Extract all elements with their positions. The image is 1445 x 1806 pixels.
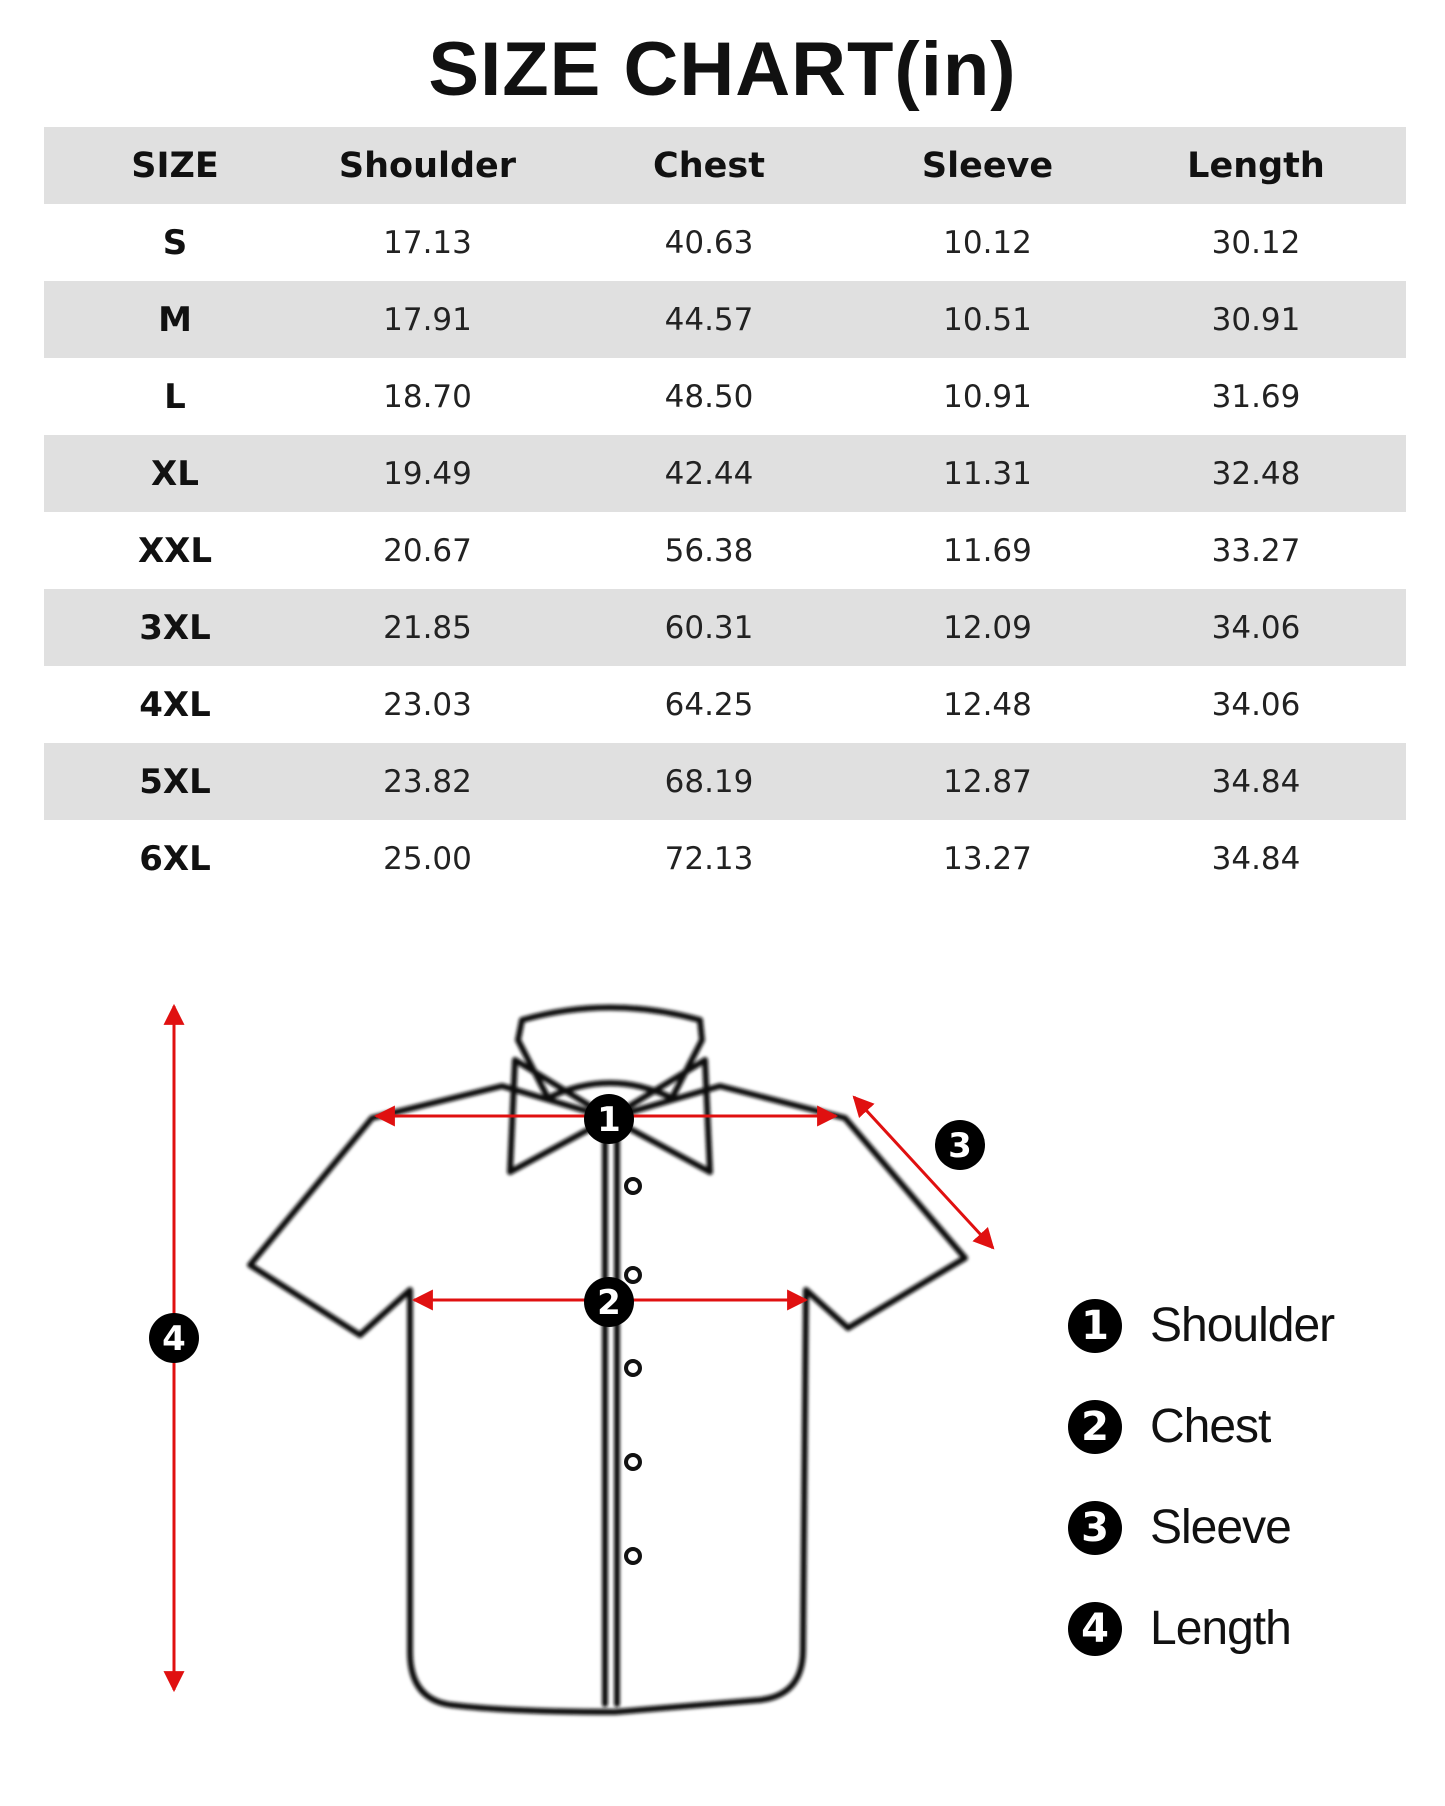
legend-label: Length xyxy=(1150,1602,1291,1655)
sleeve-arrow xyxy=(854,1097,993,1248)
chest-cell: 72.13 xyxy=(664,840,754,877)
legend-item-chest xyxy=(1068,1376,1428,1477)
sleeve-cell: 12.48 xyxy=(943,686,1032,723)
shirt-buttons xyxy=(626,1179,640,1563)
size-cell: S xyxy=(162,222,188,263)
number-4-icon: 4 xyxy=(1068,1602,1122,1656)
size-cell: M xyxy=(158,299,192,340)
sleeve-cell: 11.69 xyxy=(943,532,1032,569)
marker-1 xyxy=(584,1094,634,1144)
length-cell: 33.27 xyxy=(1211,532,1301,569)
length-cell: 30.91 xyxy=(1211,301,1301,338)
sleeve-cell: 12.87 xyxy=(943,763,1032,800)
length-cell: 34.84 xyxy=(1211,763,1301,800)
length-cell: 34.84 xyxy=(1211,840,1301,877)
legend-label: Shoulder xyxy=(1150,1299,1335,1352)
shoulder-cell: 18.70 xyxy=(383,378,472,415)
header-length: Length xyxy=(1187,145,1325,186)
size-cell: 6XL xyxy=(139,838,211,879)
size-cell: 4XL xyxy=(139,684,211,725)
table-row xyxy=(44,435,1406,512)
legend-item-shoulder xyxy=(1068,1275,1428,1376)
svg-text:4: 4 xyxy=(162,1319,186,1359)
button-icon xyxy=(626,1179,640,1193)
page-title: SIZE CHART(in) xyxy=(428,27,1017,112)
legend-item-sleeve xyxy=(1068,1477,1428,1578)
sleeve-cell: 13.27 xyxy=(943,840,1032,877)
chest-cell: 40.63 xyxy=(664,224,754,261)
shoulder-cell: 20.67 xyxy=(383,532,472,569)
table-row xyxy=(44,666,1406,743)
button-icon xyxy=(626,1549,640,1563)
button-icon xyxy=(626,1455,640,1469)
legend-label: Chest xyxy=(1150,1400,1271,1453)
table-row xyxy=(44,743,1406,820)
shoulder-cell: 21.85 xyxy=(383,609,472,646)
marker-3 xyxy=(935,1120,985,1170)
header-chest: Chest xyxy=(653,145,765,186)
length-cell: 34.06 xyxy=(1211,609,1301,646)
table-row xyxy=(44,204,1406,281)
svg-text:3: 3 xyxy=(948,1126,972,1166)
number-3-icon: 3 xyxy=(1068,1501,1122,1555)
length-cell: 30.12 xyxy=(1211,224,1301,261)
chest-cell: 48.50 xyxy=(664,378,754,415)
sleeve-cell: 11.31 xyxy=(943,455,1032,492)
sleeve-cell: 10.91 xyxy=(943,378,1032,415)
sleeve-cell: 12.09 xyxy=(943,609,1032,646)
chest-cell: 68.19 xyxy=(664,763,754,800)
measurement-legend xyxy=(1068,1275,1428,1679)
header-sleeve: Sleeve xyxy=(921,145,1054,186)
size-cell: XL xyxy=(151,453,199,494)
header-size: SIZE xyxy=(131,145,219,186)
svg-text:2: 2 xyxy=(597,1283,621,1323)
chest-cell: 64.25 xyxy=(664,686,754,723)
number-2-icon: 2 xyxy=(1068,1400,1122,1454)
shoulder-cell: 17.13 xyxy=(383,224,472,261)
shoulder-cell: 23.03 xyxy=(383,686,472,723)
button-icon xyxy=(626,1361,640,1375)
table-header-row xyxy=(44,127,1406,204)
length-cell: 34.06 xyxy=(1211,686,1301,723)
sleeve-cell: 10.12 xyxy=(943,224,1032,261)
size-cell: 3XL xyxy=(139,607,211,648)
shoulder-cell: 25.00 xyxy=(383,840,472,877)
chest-cell: 42.44 xyxy=(664,455,754,492)
button-icon xyxy=(626,1268,640,1282)
shoulder-cell: 23.82 xyxy=(383,763,472,800)
table-row xyxy=(44,820,1406,897)
length-cell: 32.48 xyxy=(1211,455,1301,492)
size-cell: XXL xyxy=(137,530,213,571)
chest-cell: 56.38 xyxy=(664,532,754,569)
size-cell: L xyxy=(164,376,186,417)
length-cell: 31.69 xyxy=(1211,378,1301,415)
shoulder-cell: 17.91 xyxy=(383,301,472,338)
table-row xyxy=(44,281,1406,358)
shoulder-cell: 19.49 xyxy=(383,455,472,492)
marker-4 xyxy=(149,1313,199,1363)
svg-text:1: 1 xyxy=(597,1100,621,1140)
marker-2 xyxy=(584,1277,634,1327)
legend-item-length xyxy=(1068,1578,1428,1679)
legend-label: Sleeve xyxy=(1150,1501,1291,1554)
number-1-icon: 1 xyxy=(1068,1299,1122,1353)
chest-cell: 44.57 xyxy=(664,301,754,338)
chest-cell: 60.31 xyxy=(664,609,754,646)
table-row xyxy=(44,589,1406,666)
size-table xyxy=(44,127,1406,897)
table-row xyxy=(44,358,1406,435)
header-shoulder: Shoulder xyxy=(338,145,517,186)
table-row xyxy=(44,512,1406,589)
sleeve-cell: 10.51 xyxy=(943,301,1032,338)
size-cell: 5XL xyxy=(139,761,211,802)
